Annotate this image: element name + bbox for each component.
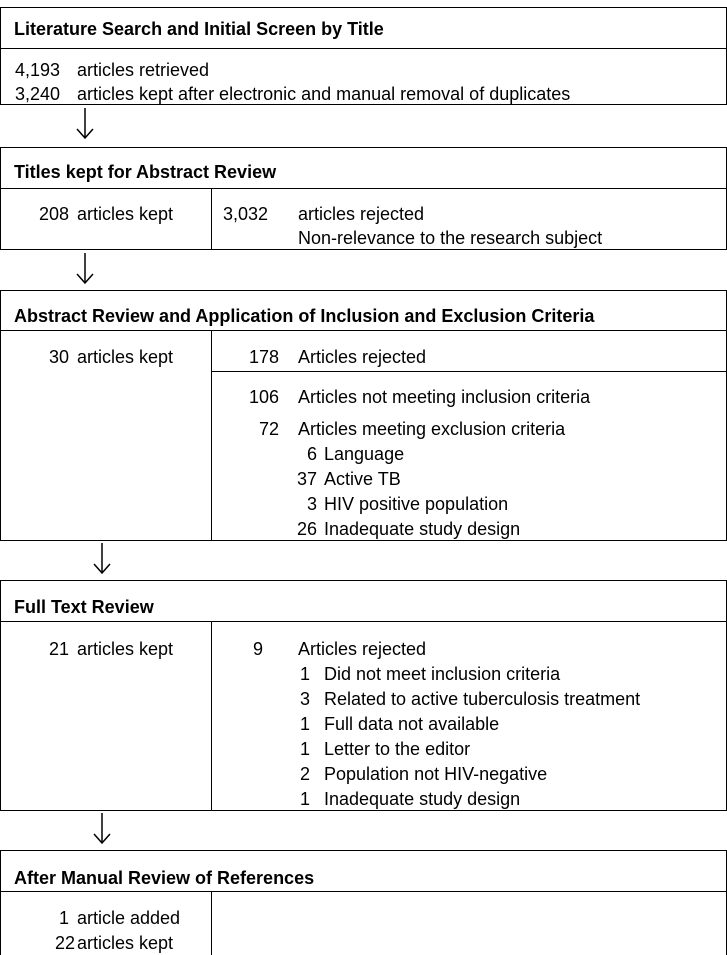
divider bbox=[1, 330, 726, 331]
rejected-count: 178 bbox=[248, 347, 279, 367]
kept-label: articles kept bbox=[77, 639, 174, 659]
count-label: articles kept after electronic and manual removal of duplicates bbox=[77, 84, 571, 104]
divider bbox=[211, 621, 212, 810]
exclusion-label: Articles meeting exclusion criteria bbox=[298, 419, 566, 439]
rejected-label: Articles rejected bbox=[298, 639, 427, 659]
kept-count: 22 bbox=[54, 933, 75, 953]
divider bbox=[211, 330, 212, 540]
count-label: articles retrieved bbox=[77, 60, 210, 80]
stage-reference-review bbox=[0, 850, 727, 955]
exclusion-item-count: 26 bbox=[296, 519, 317, 539]
down-arrow-icon bbox=[92, 542, 112, 576]
rejected-label: articles rejected bbox=[298, 204, 425, 224]
added-label: article added bbox=[77, 908, 181, 928]
exclusion-item-label: HIV positive population bbox=[324, 494, 509, 514]
rejection-reason-label: Full data not available bbox=[324, 714, 500, 734]
divider bbox=[1, 48, 726, 49]
stage-title: After Manual Review of References bbox=[14, 868, 315, 888]
stage-abstract-review bbox=[0, 290, 727, 541]
stage-title: Titles kept for Abstract Review bbox=[14, 162, 277, 182]
exclusion-item-count: 6 bbox=[306, 444, 317, 464]
stage-full-text-review bbox=[0, 580, 727, 811]
stage-title: Abstract Review and Application of Inclusion and Exclusion Criteria bbox=[14, 306, 595, 326]
rejected-reason: Non-relevance to the research subject bbox=[298, 228, 603, 248]
exclusion-item-label: Active TB bbox=[324, 469, 401, 489]
stage-title-review bbox=[0, 147, 727, 250]
kept-label: articles kept bbox=[77, 204, 174, 224]
divider bbox=[1, 188, 726, 189]
exclusion-item-count: 37 bbox=[296, 469, 317, 489]
down-arrow-icon bbox=[75, 252, 95, 286]
added-count: 1 bbox=[58, 908, 69, 928]
count: 4,193 bbox=[15, 60, 61, 80]
rejection-reason-count: 3 bbox=[300, 689, 311, 709]
divider bbox=[211, 371, 726, 372]
rejection-reason-count: 1 bbox=[300, 714, 311, 734]
rejection-reason-label: Inadequate study design bbox=[324, 789, 521, 809]
stage-title: Full Text Review bbox=[14, 597, 154, 617]
rejection-reason-label: Population not HIV-negative bbox=[324, 764, 548, 784]
kept-label: articles kept bbox=[77, 347, 174, 367]
divider bbox=[211, 188, 212, 249]
divider bbox=[211, 891, 212, 955]
count: 3,240 bbox=[15, 84, 61, 104]
rejection-reason-label: Related to active tuberculosis treatment bbox=[324, 689, 641, 709]
rejection-reason-count: 1 bbox=[300, 664, 311, 684]
kept-label: articles kept bbox=[77, 933, 174, 953]
not-inclusion-count: 106 bbox=[248, 387, 279, 407]
not-inclusion-label: Articles not meeting inclusion criteria bbox=[298, 387, 591, 407]
divider bbox=[1, 621, 726, 622]
kept-count: 30 bbox=[48, 347, 69, 367]
rejected-count: 3,032 bbox=[223, 204, 269, 224]
rejection-reason-count: 2 bbox=[300, 764, 311, 784]
down-arrow-icon bbox=[75, 107, 95, 141]
divider bbox=[1, 891, 726, 892]
exclusion-count: 72 bbox=[258, 419, 279, 439]
rejected-count: 9 bbox=[252, 639, 263, 659]
rejected-label: Articles rejected bbox=[298, 347, 427, 367]
exclusion-item-count: 3 bbox=[306, 494, 317, 514]
rejection-reason-count: 1 bbox=[300, 789, 311, 809]
kept-count: 208 bbox=[38, 204, 69, 224]
stage-literature-search bbox=[0, 7, 727, 105]
rejection-reason-label: Did not meet inclusion criteria bbox=[324, 664, 561, 684]
exclusion-item-label: Language bbox=[324, 444, 405, 464]
stage-title: Literature Search and Initial Screen by Title bbox=[14, 19, 384, 39]
rejection-reason-count: 1 bbox=[300, 739, 311, 759]
exclusion-item-label: Inadequate study design bbox=[324, 519, 521, 539]
rejection-reason-label: Letter to the editor bbox=[324, 739, 471, 759]
kept-count: 21 bbox=[48, 639, 69, 659]
down-arrow-icon bbox=[92, 812, 112, 846]
